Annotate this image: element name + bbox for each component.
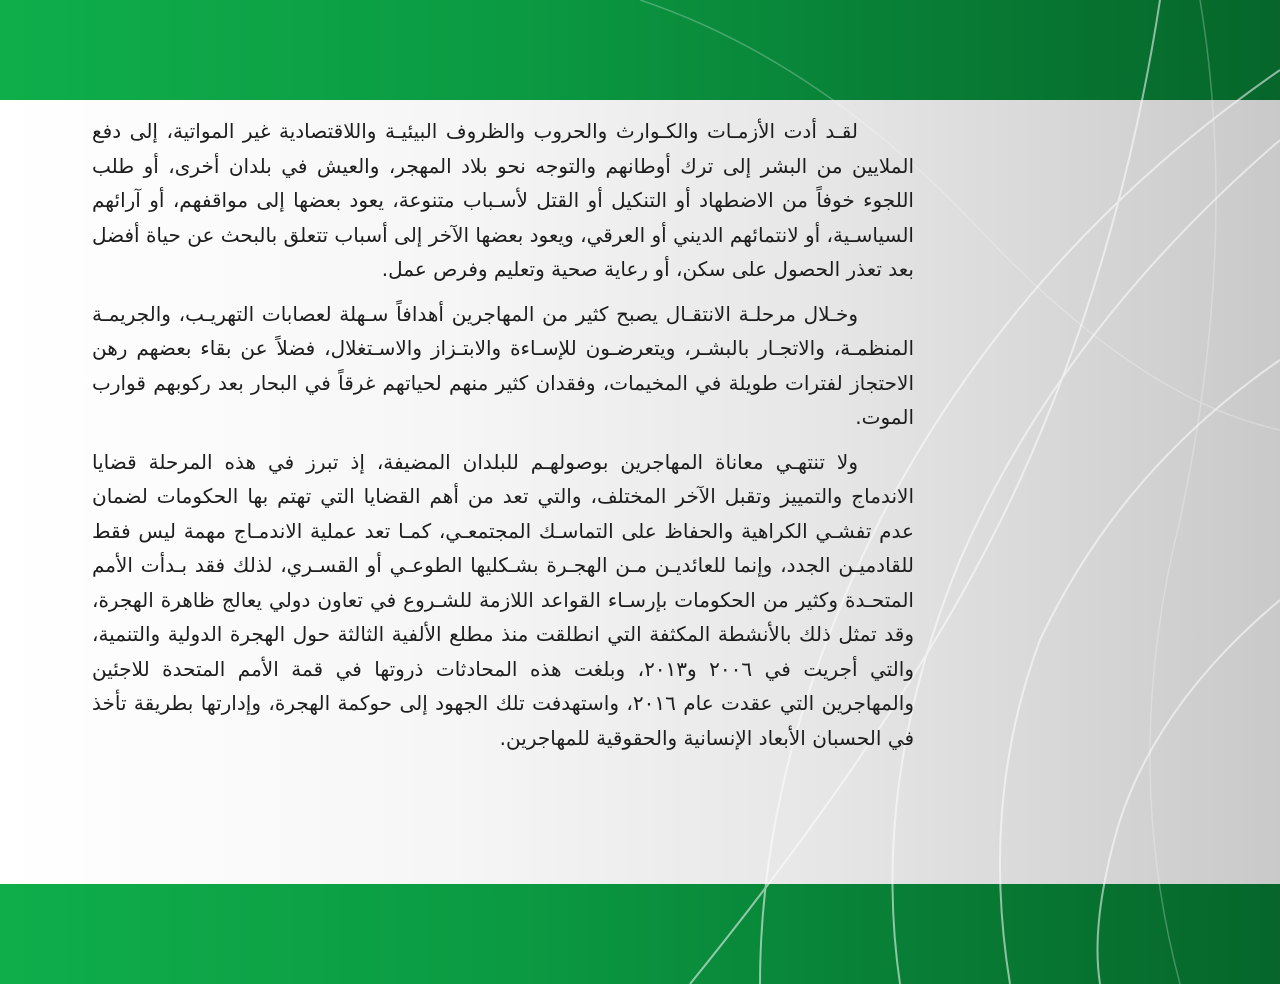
paragraph-3: ولا تنتهـي معاناة المهاجرين بوصولهـم للبلدان المضيفة، إذ تبرز في هذه المرحلة قضايا الاندماج والتمييز وتقبل الآخر المختلف، والتي تعد من أهم القضايا التي تهتم بها الحكومات لضمان عدم تفشـي الكراهية والحفاظ على التماسـك المجتمعـي، كمـا تعد عملية الاندمـاج مهمة ليس فقط للقادميـن الجدد، وإنما للعائديـن مـن الهجـرة بشـكليها الطوعـي أو القسـري، لذلك فقد بـدأت الأمم المتحـدة وكثير من الحكومات بإرسـاء القواعد اللازمة للشـروع في تعاون دولي يعالج ظاهرة الهجرة، وقد تمثل ذلك بالأنشطة المكثفة التي انطلقت منذ مطلع الألفية الثالثة حول الهجرة الدولية والتنمية، والتي أجريت في ٢٠٠٦ و٢٠١٣، وبلغت هذه المحادثات ذروتها في قمة الأمم المتحدة للاجئين والمهاجرين التي عقدت عام ٢٠١٦، واستهدفت تلك الجهود إلى حوكمة الهجرة، وإدارتها بطريقة تأخذ في الحسبان الأبعاد الإنسانية والحقوقية للمهاجرين. — [92, 449, 914, 750]
bottom-green-band — [0, 884, 1280, 984]
paragraph-2: وخـلال مرحلـة الانتقـال يصبح كثير من المهاجرين أهدافاً سـهلة لعصابات التهريـب، والجريمـة المنظمـة، والاتجـار بالبشـر، ويتعرضـون للإسـاءة والابتـزاز والاسـتغلال، فضلاً عن بقاء بعضهم رهن الاحتجاز لفترات طويلة في المخيمات، وفقدان كثير منهم لحياتهم غرقاً في البحار بعد ركوبهم قوارب الموت. — [92, 301, 914, 429]
top-green-band — [0, 0, 1280, 100]
paragraph-1: لقـد أدت الأزمـات والكـوارث والحروب والظروف البيئيـة واللاقتصادية غير المواتية، إلى دفع الملايين من البشر إلى ترك أوطانهم والتوجه نحو بلاد المهجر، والعيش في بلدان أخرى، أو طلب اللجوء خوفاً من الاضطهاد أو التنكيل أو القتل لأسـباب متنوعة، يعود بعضها إلى مواقفهم، أو آرائهم السياسـية، أو لانتمائهم الديني أو العرقي، ويعود بعضها الآخر إلى أسباب تتعلق بالبحث عن حياة أفضل بعد تعذر الحصول على سكن، أو رعاية صحية وتعليم وفرص عمل. — [91, 119, 914, 281]
article-body — [92, 114, 914, 765]
